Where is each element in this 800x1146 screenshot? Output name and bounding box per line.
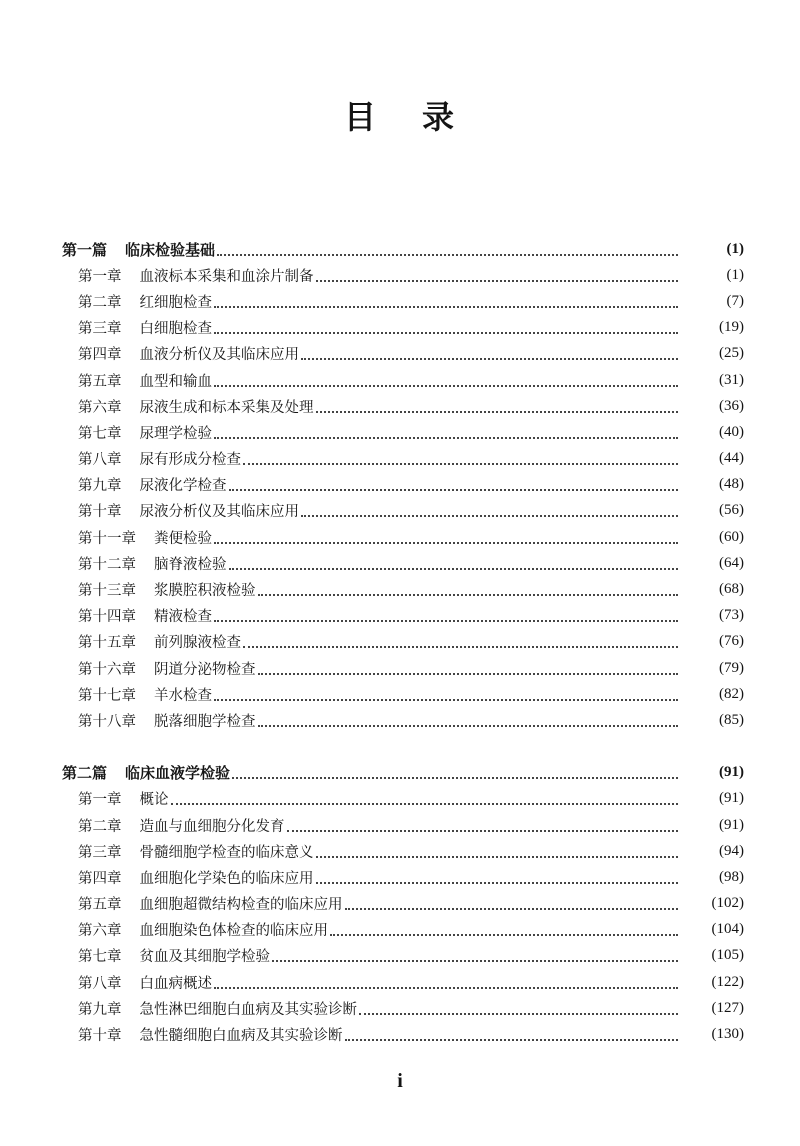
toc-entry-label: 第十四章 bbox=[78, 609, 136, 626]
dot-leader bbox=[214, 619, 678, 622]
toc-chapter-row[interactable] bbox=[0, 472, 800, 498]
dot-leader bbox=[287, 829, 679, 832]
toc-page-number: (104) bbox=[711, 921, 744, 938]
dot-leader bbox=[214, 986, 678, 989]
toc-entry-title: 白血病概述 bbox=[139, 975, 212, 992]
toc-page-number: (127) bbox=[711, 999, 744, 1016]
toc-chapter-row[interactable] bbox=[0, 524, 800, 550]
toc-chapter-row[interactable] bbox=[0, 995, 800, 1021]
toc-chapter-row[interactable] bbox=[0, 943, 800, 969]
toc-chapter-row[interactable] bbox=[0, 576, 800, 602]
dot-leader bbox=[272, 959, 678, 962]
toc-entry-title: 血细胞超微结构检查的临床应用 bbox=[139, 897, 343, 914]
toc-chapter-row[interactable] bbox=[0, 917, 800, 943]
dot-leader bbox=[243, 645, 678, 648]
toc-chapter-row[interactable] bbox=[0, 315, 800, 341]
toc-entry-title: 浆膜腔积液检验 bbox=[154, 583, 256, 600]
dot-leader bbox=[345, 907, 679, 910]
toc-entry-title: 前列腺液检查 bbox=[154, 635, 241, 652]
toc-chapter-row[interactable] bbox=[0, 367, 800, 393]
toc-entry-label: 第三章 bbox=[78, 321, 122, 338]
toc-entry-label: 第四章 bbox=[78, 347, 122, 364]
toc-entry-label: 第七章 bbox=[78, 949, 122, 966]
toc-page-number: (122) bbox=[711, 973, 744, 990]
dot-leader bbox=[232, 776, 678, 779]
toc-page-number: (1) bbox=[726, 240, 744, 257]
toc-chapter-row[interactable] bbox=[0, 341, 800, 367]
footer-page-number: i bbox=[397, 1070, 403, 1092]
toc-entry-title: 脱落细胞学检查 bbox=[154, 713, 256, 730]
toc-chapter-row[interactable] bbox=[0, 655, 800, 681]
toc-entry-label: 第六章 bbox=[78, 399, 122, 416]
toc-chapter-row[interactable] bbox=[0, 603, 800, 629]
toc-entry-title: 骨髓细胞学检查的临床意义 bbox=[139, 844, 314, 861]
dot-leader bbox=[217, 253, 678, 256]
toc-chapter-row[interactable] bbox=[0, 1021, 800, 1047]
dot-leader bbox=[301, 514, 678, 517]
toc-page-number: (36) bbox=[719, 397, 744, 414]
title-char-left: 目 bbox=[343, 98, 378, 136]
toc-part-heading[interactable] bbox=[0, 236, 800, 262]
toc-page-number: (7) bbox=[726, 292, 744, 309]
toc-chapter-row[interactable] bbox=[0, 446, 800, 472]
dot-leader bbox=[258, 724, 679, 727]
toc-page-number: (31) bbox=[719, 371, 744, 388]
toc-entry-label: 第一章 bbox=[78, 792, 122, 809]
dot-leader bbox=[214, 331, 678, 334]
toc-entry-label: 第十一章 bbox=[78, 530, 136, 547]
toc-chapter-row[interactable] bbox=[0, 498, 800, 524]
toc-entry-label: 第十七章 bbox=[78, 687, 136, 704]
toc-entry-label: 第二章 bbox=[78, 294, 122, 311]
toc-chapter-row[interactable] bbox=[0, 419, 800, 445]
toc-entry-label: 第五章 bbox=[78, 373, 122, 390]
toc-page-number: (98) bbox=[719, 868, 744, 885]
toc-chapter-row[interactable] bbox=[0, 262, 800, 288]
toc-entry-title: 尿理学检验 bbox=[139, 425, 212, 442]
toc-page-number: (1) bbox=[726, 266, 744, 283]
toc-entry-title: 白细胞检查 bbox=[139, 321, 212, 338]
toc-chapter-row[interactable] bbox=[0, 550, 800, 576]
toc-entry-title: 红细胞检查 bbox=[139, 294, 212, 311]
dot-leader bbox=[316, 881, 679, 884]
dot-leader bbox=[243, 462, 678, 465]
page-title bbox=[0, 92, 800, 138]
toc-entry-title: 血型和输血 bbox=[139, 373, 212, 390]
toc-entry-label: 第六章 bbox=[78, 923, 122, 940]
dot-leader bbox=[229, 567, 679, 570]
dot-leader bbox=[345, 1038, 679, 1041]
toc-entry-title: 羊水检查 bbox=[154, 687, 212, 704]
toc-page-number: (91) bbox=[719, 764, 744, 781]
toc-entry-label: 第五章 bbox=[78, 897, 122, 914]
table-of-contents bbox=[0, 236, 800, 1074]
dot-leader bbox=[229, 488, 679, 491]
toc-chapter-row[interactable] bbox=[0, 629, 800, 655]
toc-entry-title: 血细胞化学染色的临床应用 bbox=[139, 870, 314, 887]
toc-chapter-row[interactable] bbox=[0, 707, 800, 733]
toc-chapter-row[interactable] bbox=[0, 681, 800, 707]
toc-page-number: (68) bbox=[719, 581, 744, 598]
toc-entry-title: 概论 bbox=[139, 792, 169, 809]
toc-entry-title: 尿液化学检查 bbox=[139, 478, 227, 495]
toc-chapter-row[interactable] bbox=[0, 891, 800, 917]
toc-entry-label: 第八章 bbox=[78, 452, 122, 469]
toc-entry-title: 急性髓细胞白血病及其实验诊断 bbox=[139, 1028, 343, 1045]
toc-chapter-row[interactable] bbox=[0, 969, 800, 995]
toc-entry-title: 精液检查 bbox=[154, 609, 212, 626]
toc-page-number: (105) bbox=[711, 947, 744, 964]
toc-entry-label: 第一章 bbox=[78, 268, 122, 285]
toc-entry-title: 临床检验基础 bbox=[125, 240, 216, 259]
toc-page-number: (40) bbox=[719, 423, 744, 440]
title-char-right: 录 bbox=[422, 98, 457, 136]
toc-chapter-row[interactable] bbox=[0, 864, 800, 890]
toc-entry-title: 血细胞染色体检查的临床应用 bbox=[139, 923, 328, 940]
toc-page-number: (73) bbox=[719, 607, 744, 624]
dot-leader bbox=[214, 305, 678, 308]
dot-leader bbox=[214, 384, 678, 387]
toc-entry-label: 第九章 bbox=[78, 1001, 122, 1018]
toc-entry-title: 尿有形成分检查 bbox=[139, 452, 241, 469]
toc-part bbox=[0, 760, 800, 1048]
toc-entry-label: 第十章 bbox=[78, 504, 122, 521]
toc-page-number: (94) bbox=[719, 842, 744, 859]
toc-entry-label: 第二章 bbox=[78, 818, 122, 835]
toc-page-number: (130) bbox=[711, 1026, 744, 1043]
toc-entry-label: 第十五章 bbox=[78, 635, 136, 652]
dot-leader bbox=[214, 698, 678, 701]
toc-entry-title: 血液标本采集和血涂片制备 bbox=[139, 268, 314, 285]
toc-entry-title: 脑脊液检验 bbox=[154, 556, 227, 573]
toc-entry-title: 急性淋巴细胞白血病及其实验诊断 bbox=[139, 1001, 357, 1018]
toc-page-number: (102) bbox=[711, 895, 744, 912]
dot-leader bbox=[214, 436, 678, 439]
toc-entry-label: 第三章 bbox=[78, 844, 122, 861]
dot-leader bbox=[330, 933, 678, 936]
toc-entry-label: 第十二章 bbox=[78, 556, 136, 573]
dot-leader bbox=[301, 357, 678, 360]
dot-leader bbox=[171, 802, 679, 805]
toc-part bbox=[0, 236, 800, 734]
dot-leader bbox=[214, 541, 678, 544]
toc-entry-title: 临床血液学检验 bbox=[125, 764, 231, 783]
toc-entry-label: 第八章 bbox=[78, 975, 122, 992]
toc-page-number: (91) bbox=[719, 816, 744, 833]
toc-page-number: (19) bbox=[719, 319, 744, 336]
dot-leader bbox=[316, 279, 679, 282]
toc-page-number: (91) bbox=[719, 790, 744, 807]
toc-page-number: (25) bbox=[719, 345, 744, 362]
toc-chapter-row[interactable] bbox=[0, 812, 800, 838]
toc-entry-title: 血液分析仪及其临床应用 bbox=[139, 347, 299, 364]
toc-entry-label: 第一篇 bbox=[62, 240, 108, 259]
toc-entry-label: 第十八章 bbox=[78, 713, 136, 730]
toc-entry-title: 粪便检验 bbox=[154, 530, 212, 547]
toc-entry-title: 阴道分泌物检查 bbox=[154, 661, 256, 678]
toc-page-number: (85) bbox=[719, 711, 744, 728]
toc-chapter-row[interactable] bbox=[0, 786, 800, 812]
toc-entry-title: 尿液分析仪及其临床应用 bbox=[139, 504, 299, 521]
toc-entry-label: 第十六章 bbox=[78, 661, 136, 678]
toc-part-heading[interactable] bbox=[0, 760, 800, 786]
toc-chapter-row[interactable] bbox=[0, 288, 800, 314]
dot-leader bbox=[316, 410, 679, 413]
toc-page-number: (64) bbox=[719, 554, 744, 571]
toc-entry-label: 第十章 bbox=[78, 1028, 122, 1045]
toc-entry-label: 第二篇 bbox=[62, 764, 108, 783]
toc-entry-title: 贫血及其细胞学检验 bbox=[139, 949, 270, 966]
toc-entry-label: 第九章 bbox=[78, 478, 122, 495]
toc-page-number: (79) bbox=[719, 659, 744, 676]
toc-chapter-row[interactable] bbox=[0, 838, 800, 864]
dot-leader bbox=[316, 855, 679, 858]
toc-entry-label: 第四章 bbox=[78, 870, 122, 887]
toc-entry-label: 第十三章 bbox=[78, 583, 136, 600]
toc-page-number: (76) bbox=[719, 633, 744, 650]
toc-page-number: (60) bbox=[719, 528, 744, 545]
dot-leader bbox=[258, 593, 679, 596]
toc-entry-title: 造血与血细胞分化发育 bbox=[139, 818, 285, 835]
toc-page-number: (56) bbox=[719, 502, 744, 519]
dot-leader bbox=[258, 672, 679, 675]
toc-page-number: (82) bbox=[719, 685, 744, 702]
dot-leader bbox=[359, 1012, 678, 1015]
toc-entry-label: 第七章 bbox=[78, 425, 122, 442]
toc-entry-title: 尿液生成和标本采集及处理 bbox=[139, 399, 314, 416]
toc-chapter-row[interactable] bbox=[0, 393, 800, 419]
toc-page-number: (48) bbox=[719, 476, 744, 493]
toc-page-number: (44) bbox=[719, 450, 744, 467]
